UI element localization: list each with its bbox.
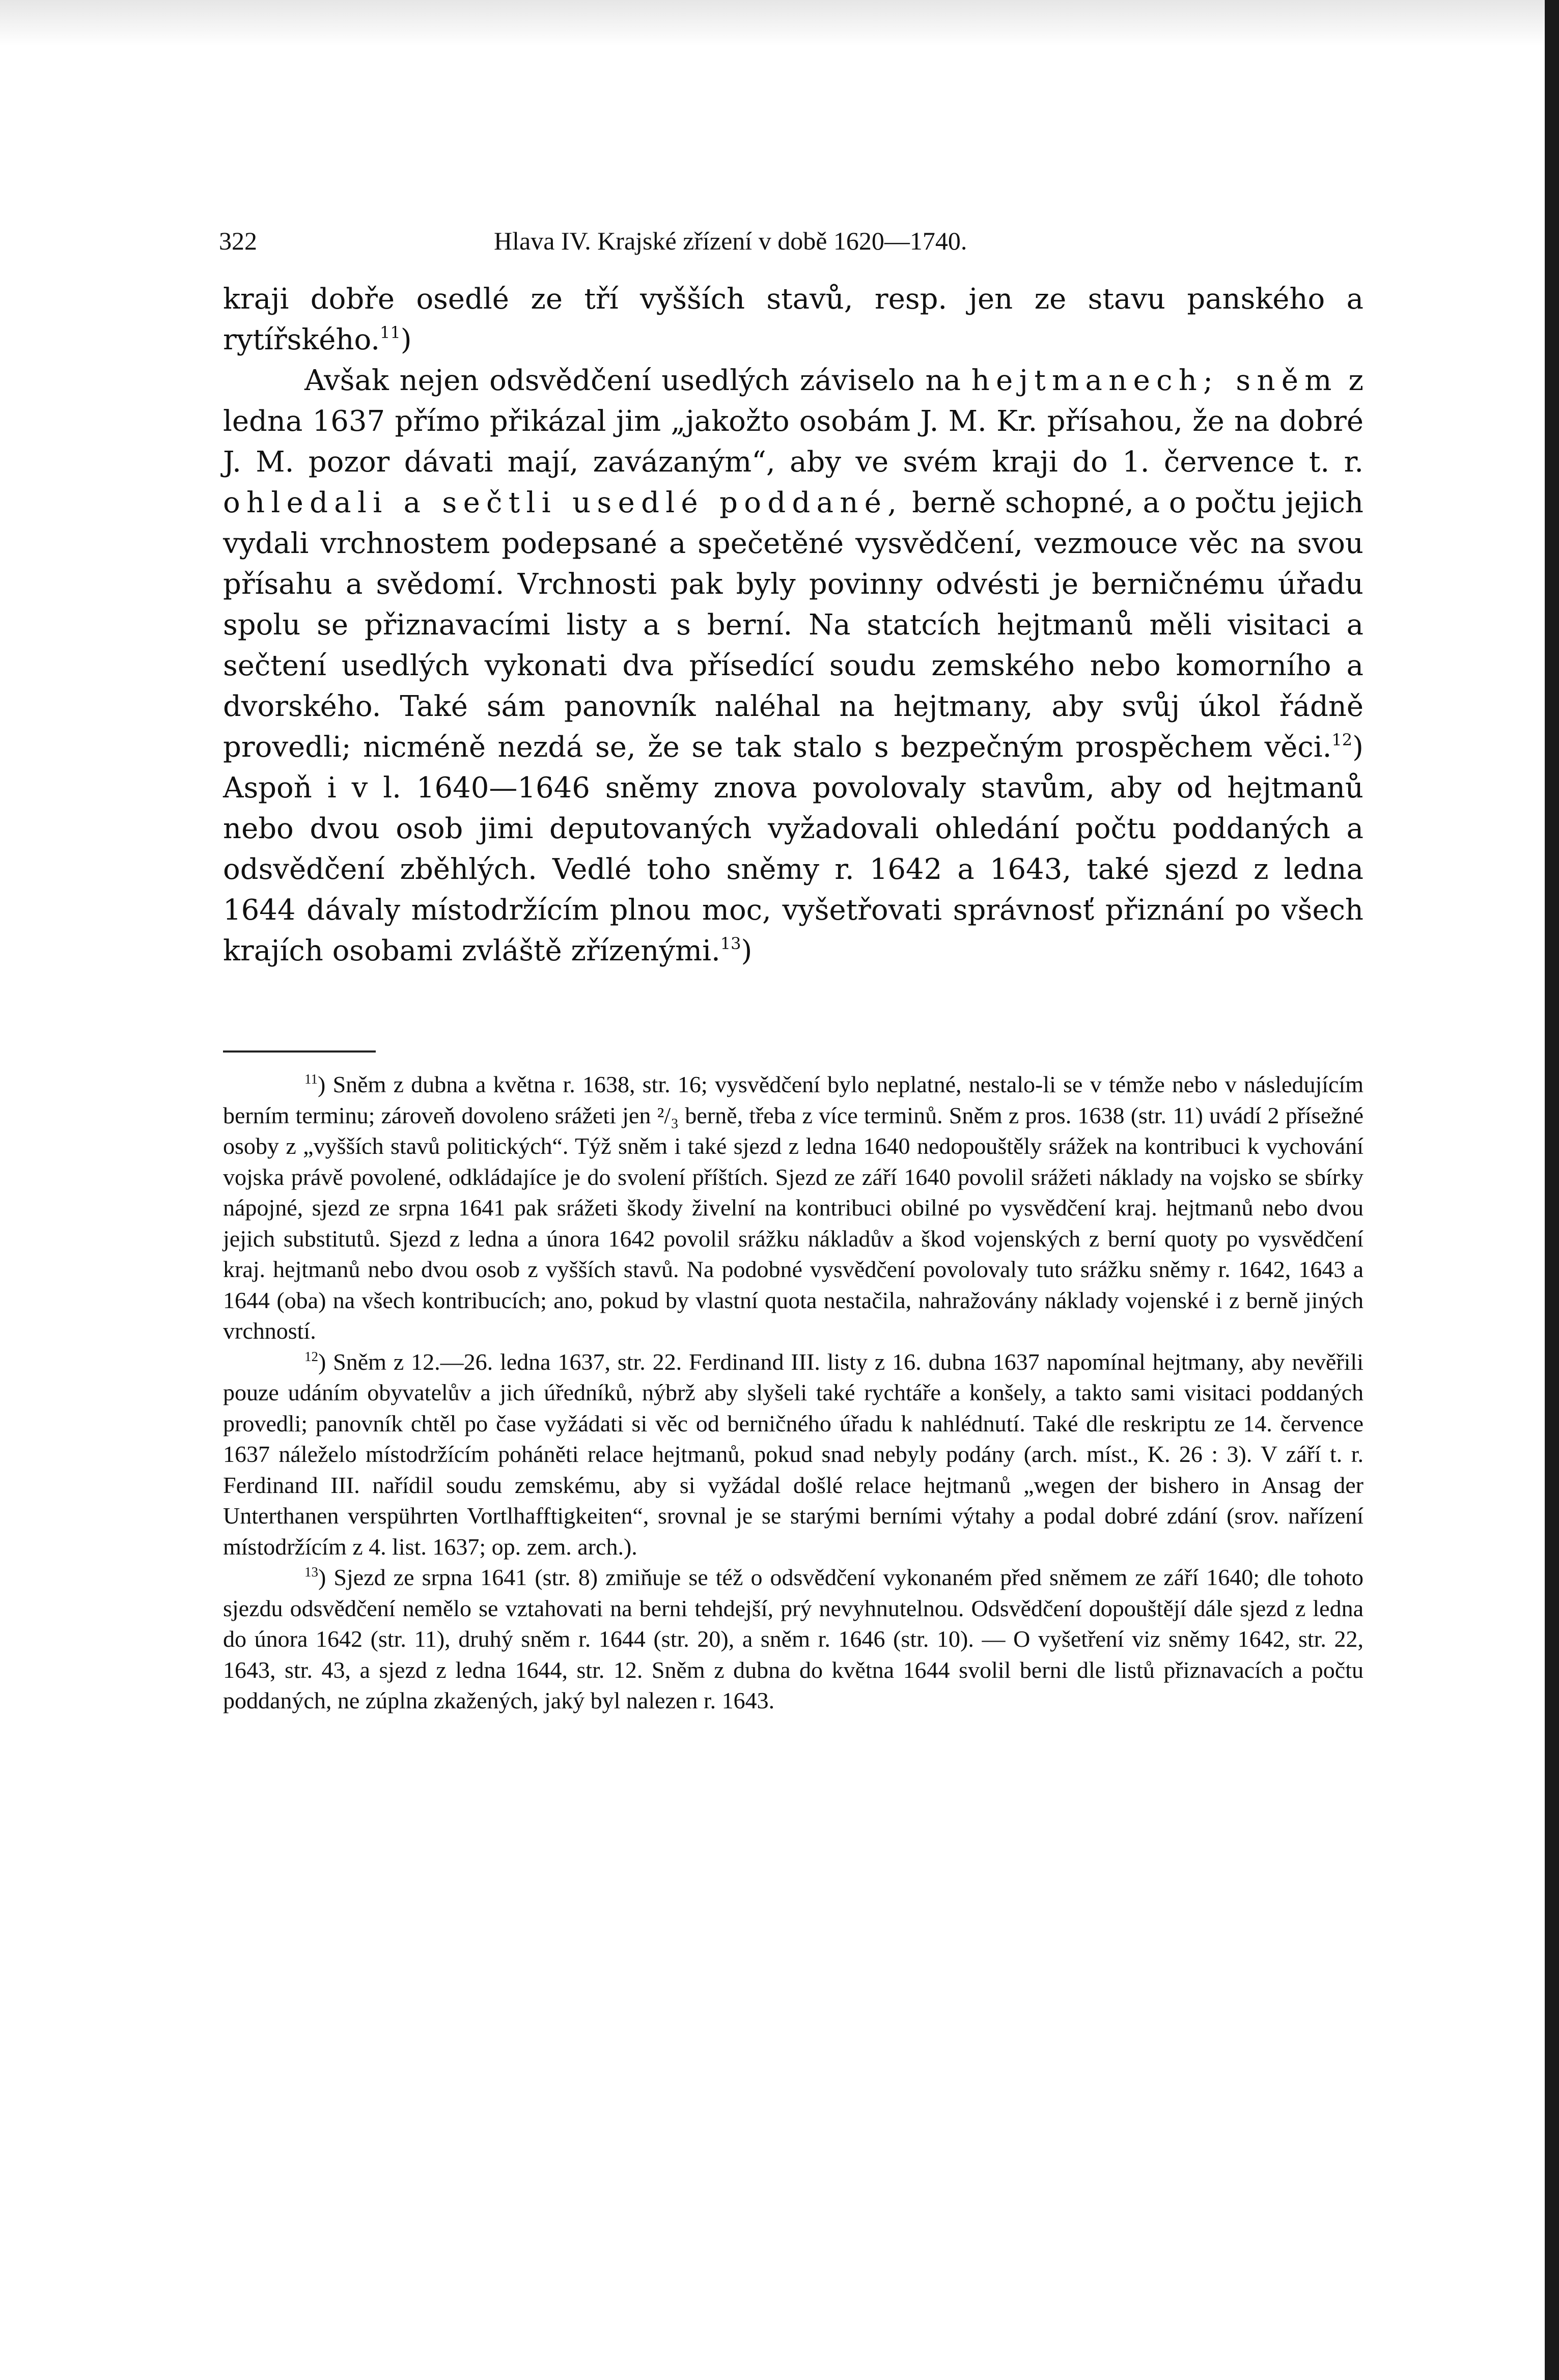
page-header — [219, 223, 1359, 259]
footnote — [223, 1562, 1363, 1717]
text-run: ) — [741, 934, 753, 967]
spaced-text: ohledali a sečtli usedlé poddané, — [223, 486, 903, 519]
text-run: Avšak nejen odsvědčení usedlých záviselo na — [304, 364, 971, 397]
paragraph — [223, 361, 1363, 972]
footnote-ref: 13 — [720, 934, 741, 953]
page-number: 322 — [219, 227, 257, 255]
main-text — [223, 279, 1363, 972]
footnote — [223, 1347, 1363, 1563]
footnote-ref: 12 — [1331, 730, 1353, 750]
footnote-text: ) Sněm z dubna a května r. 1638, str. 16; vysvědčení bylo neplatné, nestalo-li se v témže nebo v následujícím berním terminu; zároveň dovoleno srážeti jen ²/₃ berně, třeba z více terminů. Sněm z pros. 1638 (str. 11) uvádí 2 přísežné osoby z „vyšších stavů politických“. Týž sněm i také sjezd z ledna 1640 nedopouštěly srážek na kontribuci k vychování vojska právě povolené, odkládajíce je do svolení příštích. Sjezd ze září 1640 povolil srážeti náklady na vojsko se sbírky nápojné, sjezd ze srpna 1641 pak srážeti škody živelní na kontribuci obilné po vysvědčení kraj. hejtmanů nebo dvou jejich substitutů. Sjezd z ledna a února 1642 povolil srážku nákladův a škod vojenských z berní quoty po vysvědčení kraj. hejtmanů nebo dvou osob z vyšších stavů. Na podobné vysvědčení povolovaly tuto srážku sněmy r. 1642, 1643 a 1644 (oba) na všech kontribucích; ano, pokud by vlastní quota nestačila, nahražovány náklady vojenské i z berně jiných vrchností. — [223, 1071, 1363, 1344]
footnote-marker: 13 — [304, 1564, 318, 1580]
scan-margin — [0, 0, 1559, 46]
text-run: kraji dobře osedlé ze tří vyšších stavů, resp. jen ze stavu panského a rytířského. — [223, 283, 1363, 356]
footnote-marker: 12 — [304, 1348, 318, 1364]
running-title: Hlava IV. Krajské zřízení v době 1620—1740. — [494, 227, 967, 255]
paragraph — [223, 279, 1363, 361]
footnote — [223, 1069, 1363, 1347]
text-run: z ledna 1637 přímo přikázal jim „jakožto osobám J. M. Kr. přísahou, že na dobré J. M. pozor dávati mají, zavázaným“, aby ve svém kraji do 1. července t. r. — [223, 364, 1363, 479]
text-run: ) Aspoň i v l. 1640—1646 sněmy znova povolovaly stavům, aby od hejtmanů nebo dvou osob jimi deputovaných vyžadovali ohledání počtu poddaných a odsvědčení zběhlých. Vedlé toho sněmy r. 1642 a 1643, také sjezd z ledna 1644 dávaly místodržícím plnou moc, vyšetřovati správnosť přiznání po všech krajích osobami zvláště zřízenými. — [223, 731, 1363, 967]
spaced-text: hejtmanech; sněm — [971, 364, 1338, 397]
footnote-text: ) Sjezd ze srpna 1641 (str. 8) zmiňuje se též o odsvědčení vykonaném před sněmem ze září 1640; dle tohoto sjezdu odsvědčení nemělo se vztahovati na berni tehdejší, prý nevyhnutelnou. Odsvědčení dopouštějí dále sjezd z ledna do února 1642 (str. 11), druhý sněm r. 1644 (str. 20), a sněm r. 1646 (str. 10). — O vyšetření viz sněmy 1642, str. 22, 1643, str. 43, a sjezd z ledna 1644, str. 12. Sněm z dubna do května 1644 svolil berni dle listů přiznavacích a počtu poddaných, ne zúplna zkažených, jaký byl nalezen r. 1643. — [223, 1564, 1363, 1713]
text-run: berně schopné, a o počtu jejich vydali vrchnostem podepsané a spečetěné vysvědčení, vezmouce věc na svou přísahu a svědomí. Vrchnosti pak byly povinny odvésti je berničnému úřadu spolu se přiznavacími listy a s berní. Na statcích hejtmanů měli visitaci a sečtení usedlých vykonati dva přísedící soudu zemského nebo komorního a dvorského. Také sám panovník naléhal na hejtmany, aby svůj úkol řádně provedli; nicméně nezdá se, že se tak stalo s bezpečným prospěchem věci. — [223, 486, 1364, 764]
footnotes — [223, 1069, 1363, 1717]
footnote-ref: 11 — [380, 323, 401, 342]
footnote-marker: 11 — [304, 1071, 318, 1087]
footnote-text: ) Sněm z 12.—26. ledna 1637, str. 22. Ferdinand III. listy z 16. dubna 1637 napomínal hejtmany, aby nevěřili pouze udáním obyvatelův a jich úředníků, nýbrž aby slyšeli také rychtáře a konšely, a takto sami visitaci poddaných provedli; panovník chtěl po čase vyžádati si věc od berničného úřadu k nahlédnutí. Také dle reskriptu ze 14. července 1637 náleželo místodržícím poháněti relace hejtmanů, pokud snad nebyly podány (arch. míst., K. 26 : 3). V září t. r. Ferdinand III. nařídil soudu zemskému, aby si vyžádal došlé relace hejtmanů „wegen der bishero in Ansag der Unterthanen verspührten Vortlhafftigkeiten“, srovnal je se starými berními výtahy a podal dobré zdání (srov. nařízení místodržícím z 4. list. 1637; op. zem. arch.). — [223, 1348, 1363, 1560]
text-run: ) — [400, 323, 412, 356]
footnote-rule — [223, 1050, 376, 1053]
